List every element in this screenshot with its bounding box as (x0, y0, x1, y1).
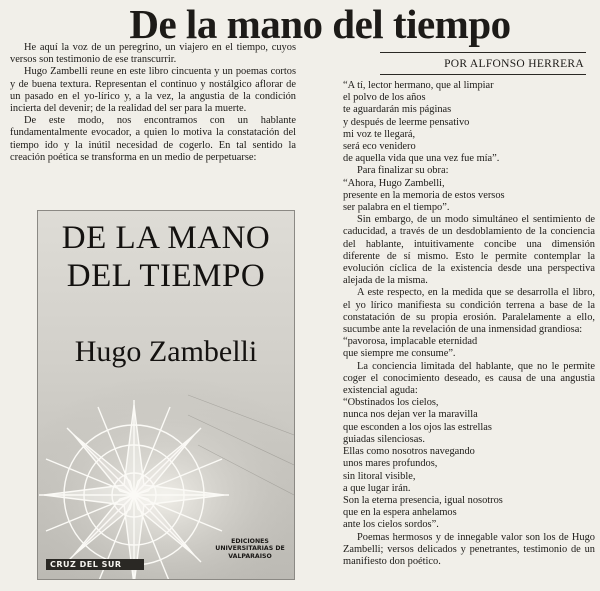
verse-line: sin litoral visible, (343, 470, 416, 482)
paragraph-finalizar: Para finalizar su obra: (357, 165, 449, 177)
verse-line: ser palabra en el tiempo”. (343, 202, 450, 214)
verse-line: ante los cielos sordos”. (343, 519, 439, 531)
verse-line: será eco venidero (343, 141, 416, 153)
verse-block-ahora (343, 178, 595, 215)
verse-block-obstinados (343, 397, 595, 531)
verse-line: de aquella vida que una vez fue mía”. (343, 153, 500, 165)
verse-line: que en la espera anhelamos (343, 507, 457, 519)
paragraph-intro: He aquí la voz de un peregrino, un viajero en el tiempo, cuyos versos son testimonio de ese transcurrir. (10, 42, 296, 66)
verse-line: “A tí, lector hermano, que al limpiar (343, 80, 494, 91)
verse-line: que siempre me consume”. (343, 348, 456, 360)
book-cover-title-line2: DEL TIEMPO (66, 258, 266, 294)
byline-rule-top (380, 52, 586, 53)
paragraph-evocador: De este modo, nos encontramos con un hablante fundamentalmente evocador, a quien lo motiva la constatación del tiempo ido y la inútil necesidad de cogerlo. En tal sentido la creación poética se transforma en un medio de perpetuarse: (10, 115, 296, 163)
book-cover-image (37, 210, 295, 580)
book-cover-author: Hugo Zambelli (74, 335, 258, 368)
verse-line: guiadas silenciosas. (343, 433, 425, 445)
verse-line: mi voz te llegará, (343, 128, 416, 140)
paragraph-zambelli: Hugo Zambelli reune en este libro cincuenta y un poemas cortos y de buena textura. Representan el continuo y nostálgico aflorar de un pasado en el yo-lírico y, a la vez, la angustia de la condición incierta del devenir; de la realidad del ser para la muerte. (10, 66, 296, 115)
verse-line: Ellas como nosotros navegando (343, 446, 475, 458)
right-column (343, 80, 595, 568)
book-cover-title-line1: DE LA MANO (61, 220, 271, 256)
verse-line: nunca nos dejan ver la maravilla (343, 409, 478, 421)
verse-line: “pavorosa, implacable eternidad (343, 336, 478, 348)
verse-line: unos mares profundos, (343, 458, 438, 470)
book-cover-title (46, 219, 286, 295)
verse-block-pavorosa (343, 336, 595, 360)
book-cover-publisher: EDICIONES UNIVERSITARIAS DE VALPARAISO (215, 538, 285, 560)
article-byline: POR ALFONSO HERRERA (444, 58, 584, 70)
verse-block-lector (343, 80, 595, 165)
verse-line: presente en la memoria de estos versos (343, 189, 505, 201)
verse-line: el polvo de los años (343, 92, 426, 104)
byline-rule-bottom (380, 74, 586, 75)
verse-line: “Obstinados los cielos, (343, 397, 439, 409)
paragraph-poemas-hermosos: Poemas hermosos y de innegable valor son los de Hugo Zambelli; versos delicados y penetrantes, testimonio de un manifiesto don poético. (343, 531, 595, 567)
verse-line: que esconden a los ojos las estrellas (343, 421, 492, 433)
left-column (10, 42, 296, 164)
book-cover-collection-label: CRUZ DEL SUR (46, 559, 144, 570)
paragraph-sin-embargo: Sin embargo, de un modo simultáneo el sentimiento de caducidad, a través de un desdoblamiento de la conciencia del hablante, intuitivamente concibe una dimensión diferente de sí mismo. Esto le permite contemplar la evolución cíclica de la existencia desde una perspectiva alejada de la misma. (343, 214, 595, 287)
paragraph-a-este-respecto: A este respecto, en la medida que se desarrolla el libro, el yo lírico manifiesta su condición terrena a base de la constatación de su propia erosión. Paralelamente a ello, sucumbe ante la revelación de una inmensidad grandiosa: (343, 287, 595, 336)
verse-line: te aguardarán mis páginas (343, 104, 452, 116)
verse-line: a que lugar irán. (343, 482, 411, 494)
article-headline: De la mano del tiempo (129, 1, 511, 47)
verse-line: Son la eterna presencia, igual nosotros (343, 494, 503, 506)
verse-line: “Ahora, Hugo Zambelli, (343, 177, 445, 189)
paragraph-la-conciencia: La conciencia limitada del hablante, que no le permite coger el conocimiento deseado, es causa de una angustia existencial aguda: (343, 360, 595, 397)
verse-line: y después de leerme pensativo (343, 116, 470, 128)
